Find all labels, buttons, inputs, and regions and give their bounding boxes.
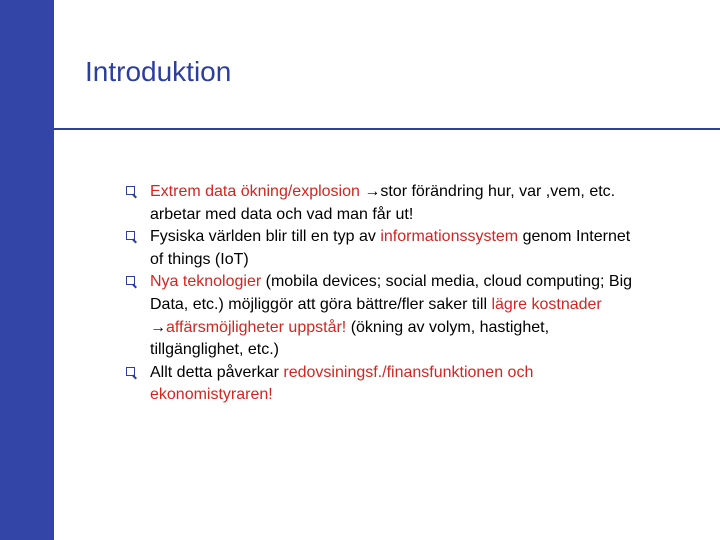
title-divider (54, 128, 720, 130)
left-accent-bar (0, 0, 54, 540)
bullet-2-part-2: informationssystem (380, 228, 519, 246)
bullet-item-4 (126, 362, 646, 407)
arrow-icon: → (150, 318, 166, 336)
bullet-3-part-5: affärsmöjligheter uppstår! (166, 318, 347, 336)
bullet-3-part-2: (mobila devices; social media, cloud computing; Big Data, etc.) möjliggör att göra bättre/fler saker till (150, 273, 633, 313)
bullet-2-part-3: genom Internet of things (IoT) (150, 228, 631, 268)
checkbox-bullet-icon (126, 231, 135, 240)
bullet-list (126, 181, 646, 407)
bullet-1-part-3: stor förändring hur, var ,vem, etc. arbetar med data och vad man får ut! (150, 183, 616, 223)
checkbox-bullet-icon (126, 186, 135, 195)
arrow-icon: → (364, 183, 381, 200)
bullet-item-3 (126, 271, 646, 361)
checkbox-bullet-icon (126, 276, 135, 285)
bullet-3-part-3: lägre kostnader (491, 295, 602, 313)
bullet-4-part-2: redovsiningsf./finansfunktionen och ekonomistyraren! (150, 363, 534, 404)
bullet-item-2 (126, 226, 646, 271)
checkbox-bullet-icon (126, 367, 135, 376)
bullet-3-part-6: (ökning av volym, hastighet, tillgänglighet, etc.) (150, 318, 550, 359)
slide-title: Introduktion (85, 56, 232, 87)
bullet-3-part-1: Nya teknologier (150, 273, 262, 291)
bullet-1-part-1: Extrem data ökning/explosion (150, 183, 365, 200)
bullet-4-part-1: Allt detta påverkar (150, 363, 284, 381)
bullet-item-1 (126, 181, 646, 226)
bullet-2-part-1: Fysiska världen blir till en typ av (150, 228, 381, 246)
